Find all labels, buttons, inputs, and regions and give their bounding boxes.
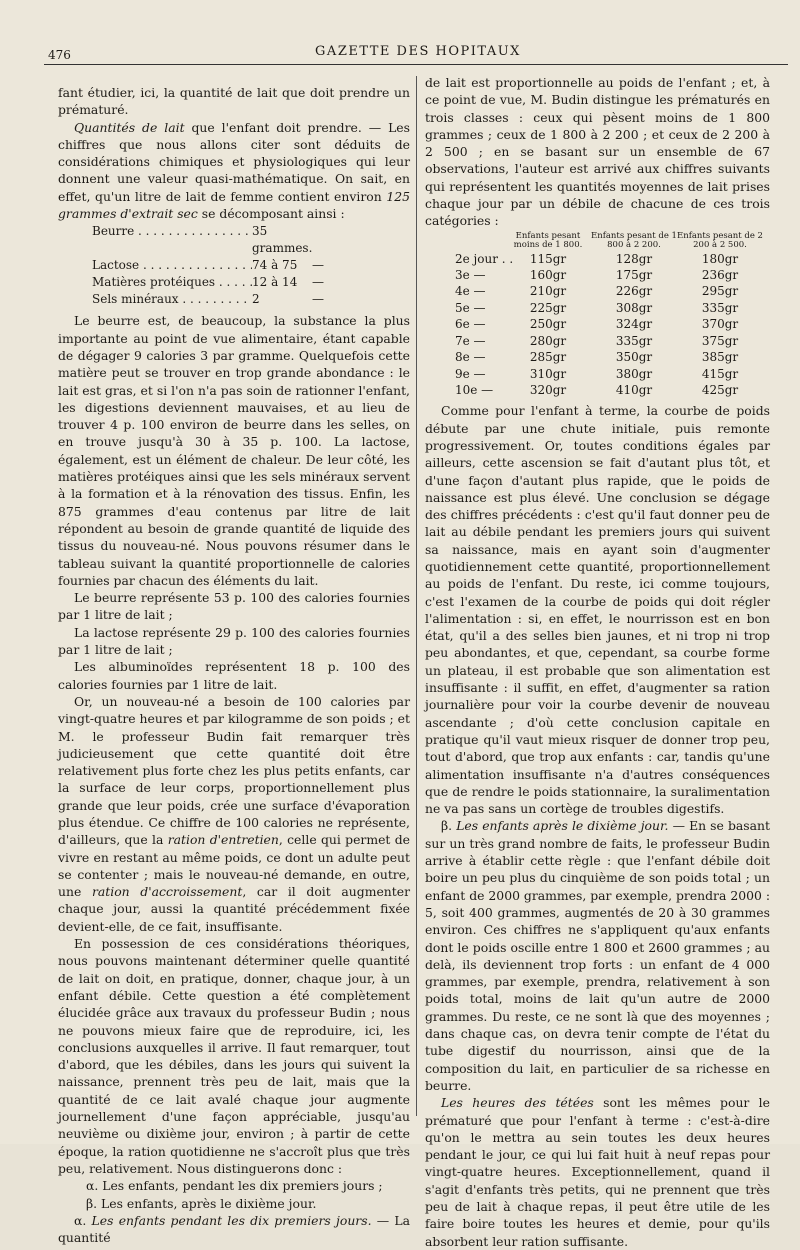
section-heading: Quantités de lait: [74, 119, 185, 135]
table-row: 5e — 225gr 308gr 335gr: [455, 300, 739, 315]
table-row: 4e — 210gr 226gr 295gr: [455, 284, 739, 299]
list-item: β. Les enfants, après le dixième jour.: [86, 1195, 317, 1211]
table-row: 10e — 320gr 410gr 425gr: [455, 382, 739, 397]
paragraph: α. Les enfants pendant les dix premiers jours. — La quantité: [58, 1212, 410, 1246]
column-header: Enfants pesant de 2 200 à 2 500.: [677, 230, 763, 251]
table-row: 8e — 285gr 350gr 385gr: [455, 350, 739, 365]
table-row: 2e jour . . 115gr 128gr 180gr: [455, 251, 739, 266]
composition-row: Beurre . . . 35 grammes.: [92, 223, 410, 257]
milk-composition-table: [92, 223, 410, 308]
paragraph: La lactose représente 29 p. 100 des calories fournies par 1 litre de lait ;: [58, 624, 410, 658]
paragraph: Le beurre représente 53 p. 100 des calories fournies par 1 litre de lait ;: [58, 590, 410, 623]
composition-row: Matières protéiques . . . 12 à 14 —: [92, 274, 410, 291]
running-title: GAZETTE DES HOPITAUX: [315, 44, 521, 59]
paragraph: Les heures des tétées sont les mêmes pour le prématuré que pour l'enfant à terme : c'est-à-dire qu'on le mettra au sein toutes les deux heures pendant le jour, ce qui lui fait huit à neuf repas pour vingt-quatre heures. Exceptionnellement, quand il s'agit d'enfants très petits, qui ne prennent que très peu de lait à chaque repas, il peut être utile de les faire boire toutes les heures et demie, pour qu'ils absorbent leur ration suffisante.: [425, 1095, 770, 1249]
paragraph: Les albuminoïdes représentent 18 p. 100 des calories fournies par 1 litre de lait.: [58, 659, 410, 692]
section-heading: Les enfants pendant les dix premiers jours.: [91, 1212, 372, 1228]
list-item: α. Les enfants, pendant les dix premiers jours ;: [86, 1178, 383, 1194]
column-header: Enfants pesant de 1 800 à 2 200.: [591, 230, 677, 251]
table-row: 7e — 280gr 335gr 375gr: [455, 333, 739, 348]
table-row: 6e — 250gr 324gr 370gr: [455, 317, 739, 332]
paragraph: fant étudier, ici, la quantité de lait que doit prendre un prématuré.: [58, 85, 410, 118]
section-heading: Les enfants après le dixième jour.: [456, 818, 669, 834]
column-header: Enfants pesant moins de 1 800.: [513, 230, 583, 251]
milk-quantity-table: [425, 232, 770, 399]
composition-row: Sels minéraux . . . 2 —: [92, 291, 410, 308]
composition-row: Lactose . . . 74 à 75 —: [92, 257, 410, 274]
right-column: [425, 74, 770, 1250]
paragraph: Comme pour l'enfant à terme, la courbe de poids débute par une chute initiale, puis remonte progressivement. Or, toutes conditions égales par ailleurs, cette ascension se fait d'autant plus tôt, et d'une façon d'autant plus rapide, que le poids de naissance est plus élevé. Une conclusion se dégage des chiffres précédents : c'est qu'il faut donner peu de lait au débile pendant les premiers jours qui suivent sa naissance, mais en ayant soin d'augmenter quotidiennement cette quantité, proportionnellement au poids de l'enfant. Du reste, ici comme toujours, c'est l'examen de la courbe de poids qui doit régler l'alimentation : si, en effet, le nourrisson est en bon état, qu'il a des selles bien jaunes, et ni trop ni trop peu abondantes, et que, cependant, sa courbe forme un plateau, il est probable que son alimentation est insuffisante : il suffit, en effet, d'augmenter sa ration journalière pour voir la courbe devenir de nouveau ascendante ; d'où cette conclusion capitale en pratique qu'il vaut mieux risquer de donner trop peu, tout d'abord, que trop aux enfants : car, tandis qu'une alimentation insuffisante n'a d'autres conséquences que de rendre le poids stationnaire, la suralimentation ne va pas sans un cortège de troubles digestifs.: [425, 403, 770, 817]
table-row: 9e — 310gr 380gr 415gr: [455, 366, 739, 381]
paragraph: Or, un nouveau-né a besoin de 100 calories par vingt-quatre heures et par kilogramme de son poids ; et M. le professeur Budin fait remarquer très judicieusement que cette quantité doit être relativement plus forte chez les plus petits enfants, car la surface de leur corps, proportionnellement plus grande que leur poids, crée une surface d'évaporation plus étendue. Ce chiffre de 100 calories ne représente, d'ailleurs, que la ration d'entretien, celle qui permet de vivre en restant au même poids, ce dont un adulte peut se contenter ; mais le nouveau-né demande, en outre, une ration d'accroissement, car il doit augmenter chaque jour, aussi la quantité précédemment fixée devient-elle, de ce fait, insuffisante.: [58, 693, 410, 934]
table-header: [505, 232, 770, 251]
header-rule: [44, 64, 788, 65]
paragraph: de lait est proportionnelle au poids de l'enfant ; et, à ce point de vue, M. Budin distingue les prématurés en trois classes : ceux qui pèsent moins de 1 800 grammes ; ceux de 1 800 à 2 200 ; et ceux de 2 200 à 2 500 ; en se basant sur un ensemble de 67 observations, l'auteur est arrivé aux chiffres suivants qui représentent les quantités moyennes de lait prises chaque jour par un débile de chacune de ces trois catégories :: [425, 75, 770, 229]
table-row: 3e — 160gr 175gr 236gr: [455, 268, 739, 283]
column-divider: [416, 76, 417, 1116]
paragraph: β. Les enfants après le dixième jour. — En se basant sur un très grand nombre de faits, le professeur Budin arrive à établir cette règle : que l'enfant débile doit boire un peu plus du cinquième de son poids total ; un enfant de 2000 grammes, par exemple, prendra 2000 : 5, soit 400 grammes, augmentés de 20 à 30 grammes environ. Ces chiffres ne s'appliquent qu'aux enfants dont le poids oscille entre 1 800 et 2600 grammes ; au delà, ils deviennent trop forts : un enfant de 4 000 grammes, par exemple, prendra, relativement à son poids total, moins de lait qu'un autre de 2000 grammes. Du reste, ce ne sont là que des moyennes ; dans chaque cas, on devra tenir compte de l'état du tube digestif du nourrisson, ainsi que de la composition du lait, en particulier de sa richesse en beurre.: [425, 818, 770, 1093]
paragraph: En possession de ces considérations théoriques, nous pouvons maintenant déterminer quelle quantité de lait on doit, en pratique, donner, chaque jour, à un enfant débile. Cette question a été complètement élucidée grâce aux travaux du professeur Budin ; nous ne pouvons mieux faire que de reproduire, ici, les conclusions auxquelles il arrive. Il faut remarquer, tout d'abord, que les débiles, dans les jours qui suivent la naissance, prennent très peu de lait, mais que la quantité de ce lait avalé chaque jour augmente journellement d'une façon appréciable, jusqu'au neuvième ou dixième jour, environ ; à partir de cette époque, la ration quotidienne ne s'accroît plus que très peu, relativement. Nous distinguerons donc :: [58, 936, 410, 1176]
paragraph: Quantités de lait que l'enfant doit prendre. — Les chiffres que nous allons citer sont déduits de considérations chimiques et physiologiques qui leur donnent une valeur quasi-mathématique. On sait, en effet, qu'un litre de lait de femme contient environ 125 grammes d'extrait sec se décomposant ainsi :: [58, 119, 410, 222]
paragraph: Le beurre est, de beaucoup, la substance la plus importante au point de vue alimentaire, étant capable de dégager 9 calories 3 par gramme. Quelquefois cette matière peut se trouver en trop grande abondance : le lait est gras, et si l'on n'a pas soin de rationner l'enfant, les digestions deviennent mauvaises, et au lieu de trouver 4 p. 100 environ de beurre dans les selles, on en trouve jusqu'à 30 à 35 p. 100. La lactose, également, est un élément de chaleur. De leur côté, les matières protéiques ainsi que les sels minéraux servent à la formation et à la rénovation des tissus. Enfin, les 875 grammes d'eau contenus par litre de lait répondent au besoin de grande quantité de liquide des tissus du nouveau-né. Nous pouvons résumer dans le tableau suivant la quantité proportionnelle de calories fournies par chacun des éléments du lait.: [58, 313, 410, 588]
page-header: [48, 44, 788, 62]
section-heading: Les heures des tétées: [441, 1095, 594, 1111]
left-column: [58, 84, 410, 1246]
page-number: 476: [48, 48, 71, 62]
